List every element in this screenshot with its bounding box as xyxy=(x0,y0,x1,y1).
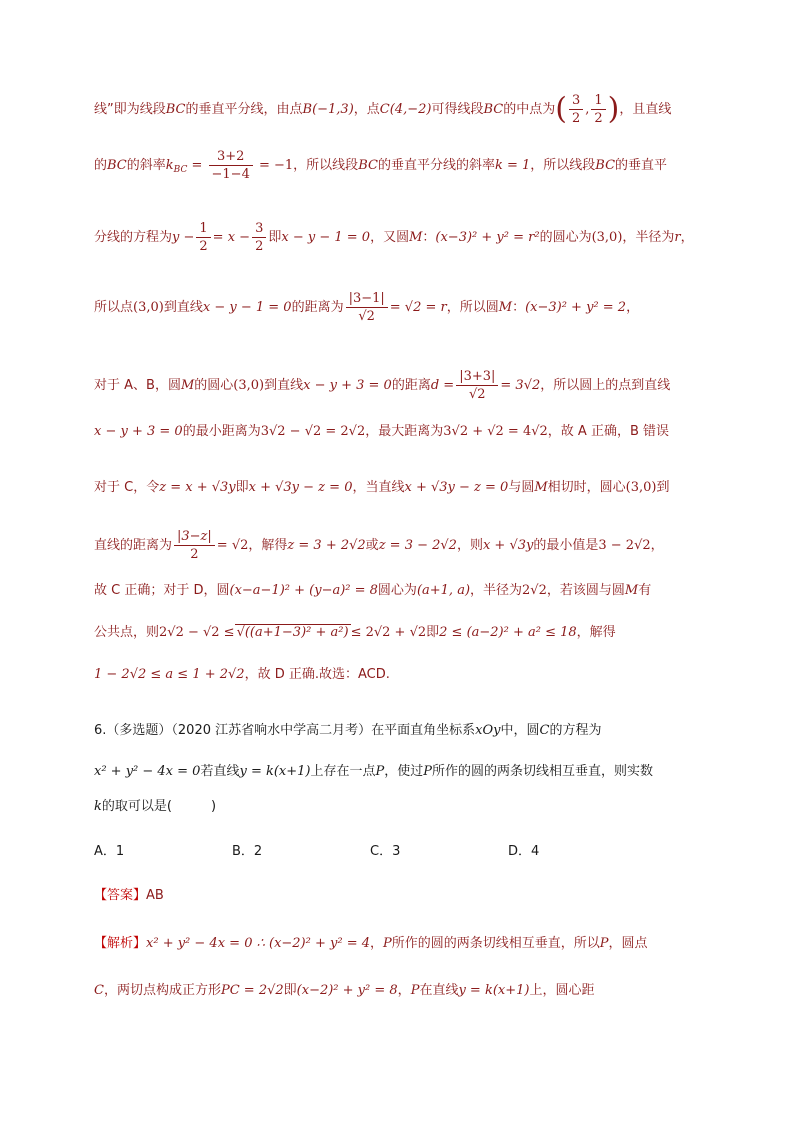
text: 的最小距离为 xyxy=(182,424,261,439)
math: k = 1 xyxy=(494,158,531,173)
option-a: A．1 xyxy=(94,844,125,859)
text: ，当直线 xyxy=(352,480,405,495)
math: = √2 xyxy=(216,538,249,553)
math: (x−2)² + y² = 8 xyxy=(296,983,398,998)
text: 公共点，则 xyxy=(94,625,160,640)
solution-line-9 xyxy=(94,581,651,601)
text: 的垂直平分线，由点 xyxy=(185,102,303,117)
answer-line xyxy=(94,886,164,906)
text: ，两切点构成正方形 xyxy=(103,983,221,998)
option-b: B．2 xyxy=(232,844,263,859)
text: 到 xyxy=(656,480,670,495)
text: ： xyxy=(512,300,526,315)
math: P xyxy=(410,983,420,998)
text: 圆心为 xyxy=(377,583,417,598)
math: = x − xyxy=(212,230,251,245)
text: 到直线 xyxy=(163,300,203,315)
math: = −1 xyxy=(254,158,294,173)
fraction: $\frac{1}{2}$ xyxy=(591,92,605,127)
math: (3,0) xyxy=(133,300,164,315)
solution-line-5 xyxy=(94,368,670,403)
solution-line-3 xyxy=(94,220,694,255)
text: 与圆 xyxy=(508,480,535,495)
text: 对于 A、B，圆 xyxy=(94,378,181,393)
math: B(−1,3) xyxy=(302,102,354,117)
text: ， xyxy=(626,300,640,315)
text: 所作的圆的两条切线相互垂直，所以 xyxy=(391,936,600,951)
math: C(4,−2) xyxy=(379,102,432,117)
text: 相切时，圆心 xyxy=(547,480,626,495)
text: 中，圆 xyxy=(500,723,540,738)
text: ， xyxy=(650,538,664,553)
math: = xyxy=(187,158,207,173)
text: 上，圆心距 xyxy=(529,983,595,998)
text: ： xyxy=(422,230,436,245)
text: ，解得 xyxy=(248,538,288,553)
math: 2 ≤ (a−2)² + a² ≤ 18 xyxy=(439,625,577,640)
math: z = x + √3y xyxy=(159,480,236,495)
text: 所作的圆的两条切线相互垂直，则实数 xyxy=(432,764,654,779)
text: 的垂直平分线的斜率 xyxy=(377,158,495,173)
math: z = 3 − 2√2 xyxy=(378,538,457,553)
math: M xyxy=(180,378,195,393)
answer-label: 【答案】 xyxy=(94,888,147,903)
math: BC xyxy=(483,102,504,117)
math: x − y + 3 = 0 xyxy=(303,378,392,393)
math: y − xyxy=(172,230,195,245)
math: (3,0) xyxy=(625,480,657,495)
analysis-label: 【解析】 xyxy=(94,936,147,951)
math: √((a+1−3)² + a²) xyxy=(236,625,349,640)
paren: ) xyxy=(607,91,620,127)
math: M xyxy=(534,480,548,495)
math: k xyxy=(165,158,174,173)
text: ，所以线段 xyxy=(293,158,359,173)
math: BC xyxy=(173,165,188,175)
text: ，解得 xyxy=(576,625,616,640)
text: ，故 A 正确，B 错误 xyxy=(547,424,670,439)
text: 的方程为 xyxy=(549,723,602,738)
text: 到直线 xyxy=(264,378,304,393)
math: x − y + 3 = 0 xyxy=(94,424,183,439)
text: ，圆点 xyxy=(608,936,648,951)
text: ，则 xyxy=(456,538,483,553)
text: ，所以圆 xyxy=(446,300,499,315)
text: 的距离为 xyxy=(291,300,344,315)
solution-line-1: 线”即为线段BC的垂直平分线，由点B(−1,3)，点C(4,−2)可得线段BC的中点为( $\frac{3}{2}$ , $\frac{1}{2}$ )，且直线 xyxy=(94,91,672,127)
math: ≤ 2√2 + √2 xyxy=(350,625,427,640)
fraction: $\frac{3}{2}$ xyxy=(569,92,583,127)
text: 线”即为线段 xyxy=(94,102,166,117)
option-d: D．4 xyxy=(508,844,540,859)
math: x − y − 1 = 0 xyxy=(202,300,292,315)
text: 有 xyxy=(638,583,652,598)
math: M xyxy=(498,300,513,315)
math: x + √3y − z = 0 xyxy=(248,480,353,495)
text: 的最小值是 xyxy=(533,538,599,553)
solution-line-10 xyxy=(94,623,616,643)
fraction: $\frac{1}{2}$ xyxy=(196,220,210,255)
text: ，点 xyxy=(353,102,380,117)
math: M xyxy=(624,583,639,598)
text: 即 xyxy=(235,480,249,495)
text: ， xyxy=(680,230,694,245)
math: 2√2 xyxy=(522,583,547,598)
text: 直线的距离为 xyxy=(94,538,173,553)
math: y = k(x+1) xyxy=(239,764,311,779)
text: 的距离 xyxy=(391,378,431,393)
text: 的圆心为 xyxy=(539,230,592,245)
text: ，所以线段 xyxy=(530,158,596,173)
fraction: $\frac{3}{2}$ xyxy=(252,220,266,255)
text: ，半径为 xyxy=(622,230,675,245)
text: ，半径为 xyxy=(470,583,523,598)
math: d = xyxy=(430,378,455,393)
text: ，若该圆与圆 xyxy=(546,583,625,598)
math: BC xyxy=(358,158,378,173)
math: (3,0) xyxy=(591,230,623,245)
math: M xyxy=(409,230,423,245)
math: P xyxy=(599,936,609,951)
math: 3 − 2√2 xyxy=(598,538,651,553)
math: (x−a−1)² + (y−a)² = 8 xyxy=(229,583,378,598)
fraction: $\frac{|3-1|}{√2}$ xyxy=(346,290,388,325)
math: PC = 2√2 xyxy=(220,983,284,998)
math: (3,0) xyxy=(233,378,265,393)
solution-line-7 xyxy=(94,478,670,498)
answer-value: AB xyxy=(146,888,164,903)
analysis-line-2 xyxy=(94,981,595,1001)
text: 的取可以是( ) xyxy=(101,799,217,814)
text: 对于 C，令 xyxy=(94,480,160,495)
fraction: $\frac{|3-z|}{2}$ xyxy=(174,528,215,563)
math: (a+1, a) xyxy=(416,583,471,598)
text: 的中点为 xyxy=(503,102,556,117)
math: = 3√2 xyxy=(500,378,541,393)
math: BC xyxy=(107,158,127,173)
math: z = 3 + 2√2 xyxy=(287,538,366,553)
math: x² + y² − 4x = 0 xyxy=(94,764,201,779)
fraction: $\frac{|3+3|}{√2}$ xyxy=(456,368,498,403)
text: ， xyxy=(370,936,384,951)
text: 即 xyxy=(268,230,282,245)
question-6-line-1 xyxy=(94,721,601,741)
math: P xyxy=(423,764,433,779)
solution-line-2 xyxy=(94,148,667,183)
text: 若直线 xyxy=(200,764,240,779)
paren: ( xyxy=(555,91,567,127)
math: (x−3)² + y² = 2 xyxy=(525,300,627,315)
math: xOy xyxy=(475,723,501,738)
text: 可得线段 xyxy=(431,102,484,117)
solution-line-11 xyxy=(94,665,390,685)
fraction: $\frac{3+2}{-1-4}$ xyxy=(209,148,253,183)
solution-line-8 xyxy=(94,528,664,563)
text: 6.（多选题）（2020 江苏省响水中学高二月考）在平面直角坐标系 xyxy=(94,723,476,738)
math: (x−3)² + y² = r² xyxy=(435,230,540,245)
math: x − y − 1 = 0 xyxy=(281,230,371,245)
text: 即 xyxy=(283,983,297,998)
math: P xyxy=(383,936,392,951)
math: r xyxy=(674,230,681,245)
text: 的垂直平 xyxy=(615,158,668,173)
text: ， xyxy=(397,983,411,998)
solution-line-4 xyxy=(94,290,639,325)
text: 即 xyxy=(426,625,440,640)
math: x + √3y xyxy=(482,538,534,553)
text: 的 xyxy=(94,158,108,173)
math: y = k(x+1) xyxy=(458,983,530,998)
text: 故 C 正确；对于 D，圆 xyxy=(94,583,230,598)
text: ，又圆 xyxy=(370,230,410,245)
math: C xyxy=(539,723,550,738)
text: ，所以圆上的点到直线 xyxy=(540,378,671,393)
math: 3√2 − √2 = 2√2 xyxy=(260,424,366,439)
text: 的斜率 xyxy=(126,158,166,173)
math: 2√2 − √2 ≤ xyxy=(159,625,235,640)
text: 所以点 xyxy=(94,300,134,315)
analysis-line-1 xyxy=(94,934,648,954)
text: ，故 D 正确.故选：ACD. xyxy=(244,667,390,682)
text: 在直线 xyxy=(419,983,459,998)
math: 3√2 + √2 = 4√2 xyxy=(443,424,548,439)
text: 分线的方程为 xyxy=(94,230,173,245)
question-6-line-3 xyxy=(94,797,216,817)
text: 的圆心 xyxy=(194,378,234,393)
text: ，且直线 xyxy=(619,102,672,117)
math: 1 − 2√2 ≤ a ≤ 1 + 2√2 xyxy=(94,667,245,682)
solution-line-6 xyxy=(94,422,669,442)
math: k xyxy=(94,799,102,814)
math: = √2 = r xyxy=(389,300,447,315)
text: 或 xyxy=(365,538,379,553)
text: 上存在一点 xyxy=(310,764,376,779)
math: BC xyxy=(165,102,186,117)
math: C xyxy=(94,983,104,998)
text: ，使过 xyxy=(384,764,424,779)
math: x² + y² − 4x = 0 ∴ (x−2)² + y² = 4 xyxy=(146,936,370,951)
math: x + √3y − z = 0 xyxy=(404,480,509,495)
option-c: C．3 xyxy=(370,844,401,859)
question-6-line-2 xyxy=(94,762,653,782)
math: BC xyxy=(595,158,616,173)
text: ，最大距离为 xyxy=(365,424,444,439)
math: P xyxy=(375,764,385,779)
